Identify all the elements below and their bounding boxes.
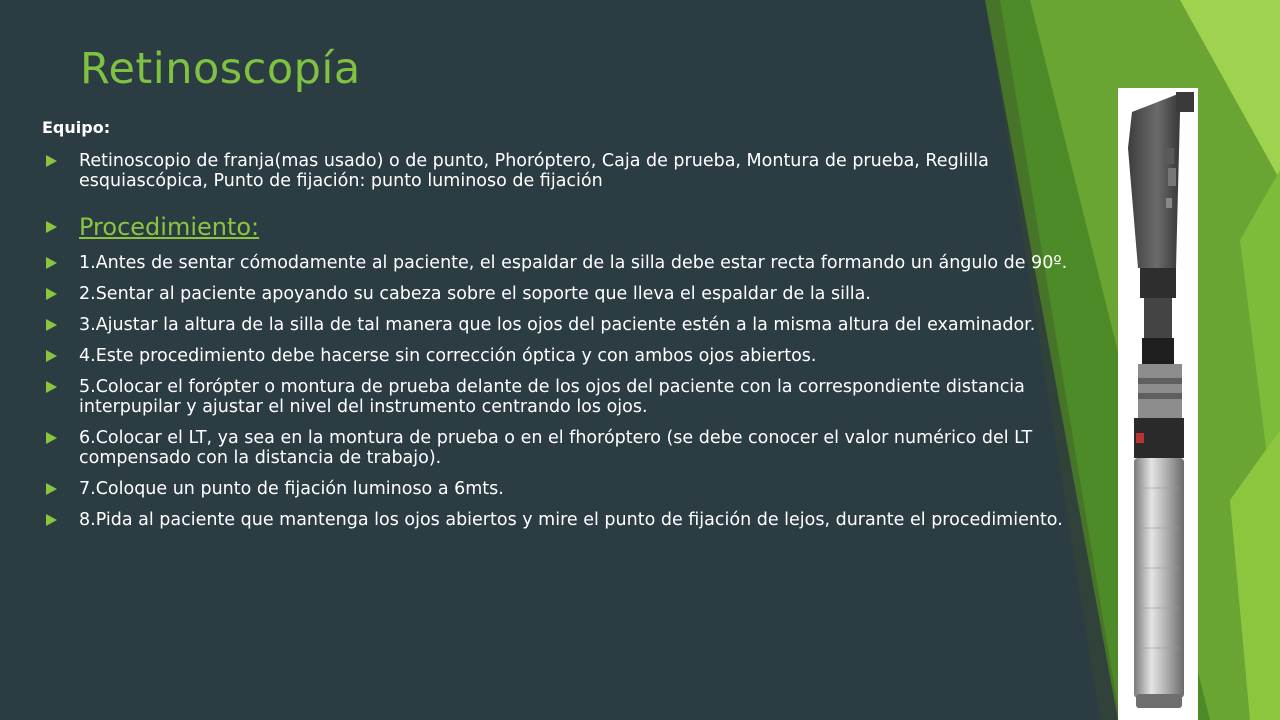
step-text: 7.Coloque un punto de fijación luminoso a 6mts. [79,479,504,499]
step-item [42,284,1102,304]
slide-title: Retinoscopía [80,44,361,94]
step-text: 3.Ajustar la altura de la silla de tal manera que los ojos del paciente estén a la misma altura del examinador. [79,315,1036,335]
step-text: 4.Este procedimiento debe hacerse sin corrección óptica y con ambos ojos abiertos. [79,346,817,366]
procedure-heading [42,213,1102,241]
bullet-arrow-icon [46,432,57,444]
bullet-arrow-icon [46,319,57,331]
equipment-text: Retinoscopio de franja(mas usado) o de punto, Phoróptero, Caja de prueba, Montura de prueba, Reglilla esquiascópica, Punto de fijación: punto luminoso de fijación [79,151,989,191]
procedure-heading-text: Procedimiento: [79,213,260,241]
step-text: 2.Sentar al paciente apoyando su cabeza sobre el soporte que lleva el espaldar de la silla. [79,284,871,304]
step-text: 5.Colocar el forópter o montura de prueba delante de los ojos del paciente con la correspondiente distancia interpupilar y ajustar el nivel del instrumento centrando los ojos. [79,377,1025,417]
step-item [42,377,1102,417]
retinoscope-icon [1118,88,1198,720]
step-text: 8.Pida al paciente que mantenga los ojos abiertos y mire el punto de fijación de lejos, durante el procedimiento. [79,510,1063,530]
equipment-item [42,151,1102,191]
bullet-arrow-icon [46,257,57,269]
equipment-label: Equipo: [42,118,111,137]
bullet-arrow-icon [46,221,57,233]
step-item [42,479,1102,499]
bullet-arrow-icon [46,155,57,167]
slide-content [42,118,1102,541]
step-item [42,428,1102,468]
step-text: 6.Colocar el LT, ya sea en la montura de prueba o en el fhoróptero (se debe conocer el valor numérico del LT compensado con la distancia de trabajo). [79,428,1033,468]
step-item [42,510,1102,530]
bullet-arrow-icon [46,381,57,393]
step-item [42,315,1102,335]
bullet-arrow-icon [46,288,57,300]
step-text: 1.Antes de sentar cómodamente al paciente, el espaldar de la silla debe estar recta formando un ángulo de 90º. [79,253,1068,273]
step-item [42,253,1102,273]
bullet-arrow-icon [46,483,57,495]
bullet-arrow-icon [46,350,57,362]
bullet-arrow-icon [46,514,57,526]
step-item [42,346,1102,366]
